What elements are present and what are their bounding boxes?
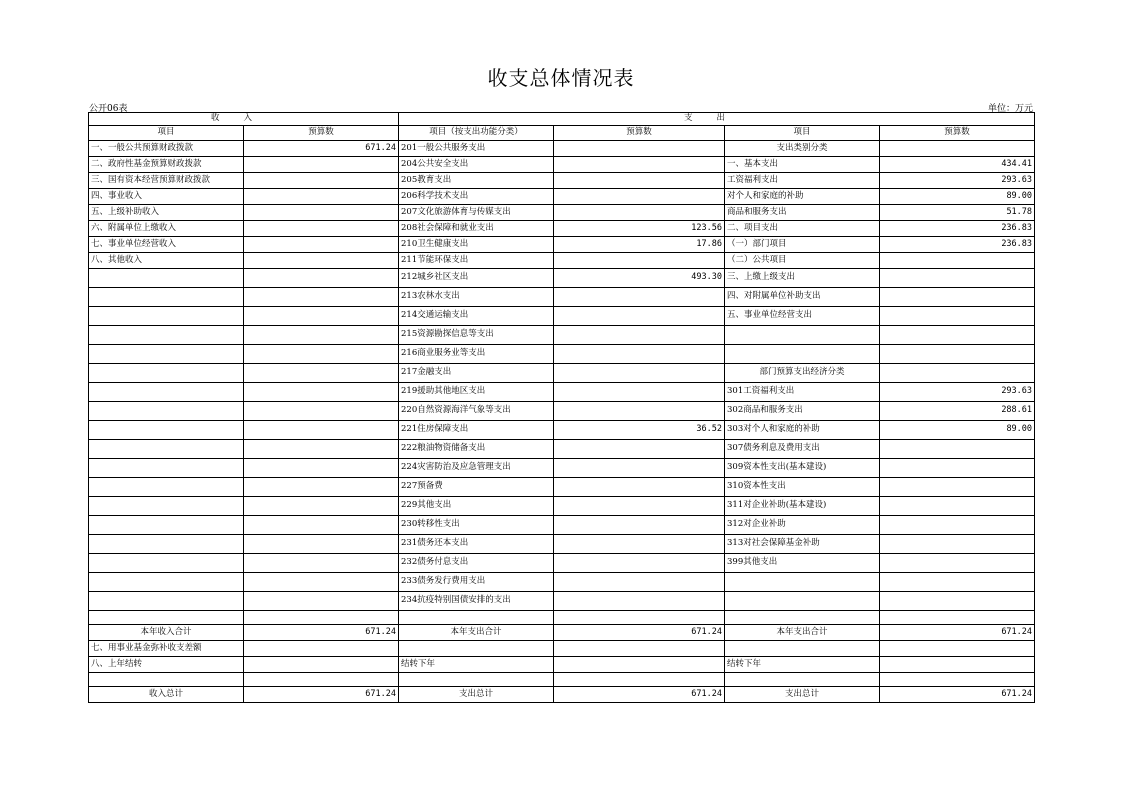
budget-amount-cell (554, 141, 725, 157)
budget-amount-cell (244, 364, 399, 383)
budget-amount-cell (244, 402, 399, 421)
item-name-cell (725, 345, 880, 364)
item-name-cell: 支出类别分类 (725, 141, 880, 157)
budget-amount-cell (244, 573, 399, 592)
table-row (89, 516, 1035, 535)
item-name-cell: 五、上级补助收入 (89, 205, 244, 221)
budget-amount-cell: 434.41 (880, 157, 1035, 173)
budget-amount-cell (554, 497, 725, 516)
item-name-cell: 支出总计 (725, 687, 880, 703)
column-header: 预算数 (554, 126, 725, 141)
page-title: 收支总体情况表 (487, 66, 635, 90)
budget-amount-cell (244, 288, 399, 307)
table-row (89, 625, 1035, 641)
item-name-cell: 结转下年 (399, 657, 554, 673)
budget-amount-cell (554, 440, 725, 459)
budget-amount-cell (244, 326, 399, 345)
budget-amount-cell (244, 535, 399, 554)
budget-amount-cell (554, 173, 725, 189)
budget-amount-cell (880, 478, 1035, 497)
budget-amount-cell (880, 673, 1035, 687)
budget-amount-cell (554, 478, 725, 497)
budget-amount-cell (880, 269, 1035, 288)
table-row (89, 326, 1035, 345)
item-name-cell: 303对个人和家庭的补助 (725, 421, 880, 440)
table-row (89, 554, 1035, 573)
table-row (89, 269, 1035, 288)
item-name-cell: 本年支出合计 (399, 625, 554, 641)
budget-amount-cell: 293.63 (880, 383, 1035, 402)
item-name-cell: 八、上年结转 (89, 657, 244, 673)
budget-amount-cell (880, 516, 1035, 535)
item-name-cell (725, 573, 880, 592)
income-section-header: 收入 (89, 113, 399, 126)
table-row (89, 221, 1035, 237)
budget-amount-cell (880, 288, 1035, 307)
budget-amount-cell (554, 364, 725, 383)
item-name-cell (89, 307, 244, 326)
table-row (89, 535, 1035, 554)
item-name-cell: 211节能环保支出 (399, 253, 554, 269)
table-row (89, 497, 1035, 516)
budget-table (88, 112, 1035, 703)
budget-amount-cell (554, 573, 725, 592)
budget-amount-cell (244, 157, 399, 173)
budget-amount-cell (554, 288, 725, 307)
budget-amount-cell: 671.24 (244, 141, 399, 157)
budget-amount-cell (244, 641, 399, 657)
item-name-cell: 310资本性支出 (725, 478, 880, 497)
item-name-cell: 301工资福利支出 (725, 383, 880, 402)
budget-amount-cell (880, 440, 1035, 459)
item-name-cell: 219援助其他地区支出 (399, 383, 554, 402)
table-row (89, 641, 1035, 657)
item-name-cell: 七、用事业基金弥补收支差额 (89, 641, 244, 657)
budget-amount-cell: 671.24 (554, 625, 725, 641)
item-name-cell: 商品和服务支出 (725, 205, 880, 221)
item-name-cell (89, 288, 244, 307)
item-name-cell (89, 497, 244, 516)
item-name-cell: 208社会保障和就业支出 (399, 221, 554, 237)
budget-amount-cell (554, 307, 725, 326)
item-name-cell: 302商品和服务支出 (725, 402, 880, 421)
item-name-cell: 一、一般公共预算财政拨款 (89, 141, 244, 157)
item-name-cell: 231债务还本支出 (399, 535, 554, 554)
budget-amount-cell (554, 516, 725, 535)
table-row (89, 141, 1035, 157)
budget-table-body (89, 113, 1035, 703)
budget-amount-cell (880, 253, 1035, 269)
budget-amount-cell: 671.24 (880, 687, 1035, 703)
item-name-cell (89, 459, 244, 478)
item-name-cell: 五、事业单位经营支出 (725, 307, 880, 326)
budget-amount-cell (880, 497, 1035, 516)
table-row (89, 478, 1035, 497)
item-name-cell: 233债务发行费用支出 (399, 573, 554, 592)
budget-amount-cell (880, 364, 1035, 383)
column-header: 项目（按支出功能分类） (399, 126, 554, 141)
item-name-cell: 四、事业收入 (89, 189, 244, 205)
item-name-cell: 230转移性支出 (399, 516, 554, 535)
table-row (89, 173, 1035, 189)
budget-amount-cell (244, 497, 399, 516)
item-name-cell: 201一般公共服务支出 (399, 141, 554, 157)
budget-amount-cell (554, 611, 725, 625)
item-name-cell (89, 440, 244, 459)
item-name-cell: 213农林水支出 (399, 288, 554, 307)
budget-amount-cell (554, 326, 725, 345)
budget-amount-cell (880, 307, 1035, 326)
item-name-cell (399, 673, 554, 687)
budget-amount-cell (244, 253, 399, 269)
item-name-cell: 结转下年 (725, 657, 880, 673)
budget-amount-cell: 17.86 (554, 237, 725, 253)
item-name-cell: 215资源勘探信息等支出 (399, 326, 554, 345)
item-name-cell: 234抗疫特别国债安排的支出 (399, 592, 554, 611)
section-header-row (89, 113, 1035, 126)
unit-label: 单位：万元 (987, 104, 1033, 114)
budget-amount-cell (244, 237, 399, 253)
item-name-cell: 210卫生健康支出 (399, 237, 554, 253)
item-name-cell: 312对企业补助 (725, 516, 880, 535)
table-row (89, 237, 1035, 253)
item-name-cell: 本年支出合计 (725, 625, 880, 641)
budget-amount-cell: 671.24 (554, 687, 725, 703)
budget-amount-cell (554, 253, 725, 269)
budget-amount-cell (880, 554, 1035, 573)
budget-amount-cell: 51.78 (880, 205, 1035, 221)
budget-amount-cell (244, 554, 399, 573)
table-row (89, 687, 1035, 703)
item-name-cell: 工资福利支出 (725, 173, 880, 189)
budget-amount-cell: 293.63 (880, 173, 1035, 189)
item-name-cell: 221住房保障支出 (399, 421, 554, 440)
budget-amount-cell (244, 221, 399, 237)
item-name-cell (89, 673, 244, 687)
item-name-cell: 一、基本支出 (725, 157, 880, 173)
item-name-cell: 206科学技术支出 (399, 189, 554, 205)
table-row (89, 345, 1035, 364)
budget-amount-cell (244, 657, 399, 673)
table-row (89, 657, 1035, 673)
item-name-cell: 222粮油物资储备支出 (399, 440, 554, 459)
item-name-cell: 对个人和家庭的补助 (725, 189, 880, 205)
item-name-cell (89, 592, 244, 611)
budget-amount-cell (554, 402, 725, 421)
item-name-cell (399, 611, 554, 625)
budget-amount-cell: 671.24 (244, 625, 399, 641)
budget-amount-cell (880, 573, 1035, 592)
budget-amount-cell (880, 592, 1035, 611)
table-row (89, 611, 1035, 625)
budget-amount-cell (880, 657, 1035, 673)
table-row (89, 592, 1035, 611)
budget-amount-cell: 236.83 (880, 221, 1035, 237)
table-row (89, 673, 1035, 687)
item-name-cell (89, 573, 244, 592)
budget-amount-cell (880, 641, 1035, 657)
item-name-cell: 229其他支出 (399, 497, 554, 516)
table-row (89, 288, 1035, 307)
item-name-cell: 212城乡社区支出 (399, 269, 554, 288)
budget-amount-cell (244, 611, 399, 625)
budget-amount-cell: 671.24 (244, 687, 399, 703)
column-header: 项目 (725, 126, 880, 141)
item-name-cell (725, 592, 880, 611)
budget-amount-cell (244, 516, 399, 535)
table-row (89, 421, 1035, 440)
item-name-cell (89, 554, 244, 573)
table-row (89, 440, 1035, 459)
item-name-cell: 216商业服务业等支出 (399, 345, 554, 364)
item-name-cell: 205教育支出 (399, 173, 554, 189)
table-row (89, 573, 1035, 592)
item-name-cell: 收入总计 (89, 687, 244, 703)
item-name-cell: 三、国有资本经营预算财政拨款 (89, 173, 244, 189)
budget-amount-cell (554, 157, 725, 173)
budget-amount-cell (554, 383, 725, 402)
item-name-cell (725, 641, 880, 657)
budget-amount-cell (244, 440, 399, 459)
budget-amount-cell: 671.24 (880, 625, 1035, 641)
item-name-cell (725, 326, 880, 345)
budget-amount-cell (880, 345, 1035, 364)
item-name-cell: （二）公共项目 (725, 253, 880, 269)
budget-amount-cell (244, 173, 399, 189)
budget-amount-cell (244, 478, 399, 497)
budget-amount-cell (554, 657, 725, 673)
budget-amount-cell (244, 673, 399, 687)
item-name-cell: 214交通运输支出 (399, 307, 554, 326)
budget-amount-cell (244, 592, 399, 611)
budget-amount-cell (244, 205, 399, 221)
item-name-cell (89, 611, 244, 625)
budget-amount-cell (554, 592, 725, 611)
budget-amount-cell (244, 383, 399, 402)
item-name-cell (89, 402, 244, 421)
column-header: 预算数 (880, 126, 1035, 141)
budget-amount-cell (244, 345, 399, 364)
item-name-cell: 支出总计 (399, 687, 554, 703)
table-row (89, 383, 1035, 402)
table-row (89, 459, 1035, 478)
form-code: 公开06表 (89, 104, 128, 114)
budget-amount-cell (244, 421, 399, 440)
budget-amount-cell (554, 641, 725, 657)
item-name-cell: 232债务付息支出 (399, 554, 554, 573)
item-name-cell: 399其他支出 (725, 554, 880, 573)
item-name-cell: 三、上缴上级支出 (725, 269, 880, 288)
budget-amount-cell (554, 205, 725, 221)
item-name-cell (89, 535, 244, 554)
budget-amount-cell (554, 535, 725, 554)
item-name-cell (89, 383, 244, 402)
item-name-cell (399, 641, 554, 657)
item-name-cell (725, 611, 880, 625)
table-row (89, 205, 1035, 221)
budget-amount-cell (554, 189, 725, 205)
table-row (89, 307, 1035, 326)
item-name-cell: （一）部门项目 (725, 237, 880, 253)
item-name-cell: 217金融支出 (399, 364, 554, 383)
item-name-cell: 六、附属单位上缴收入 (89, 221, 244, 237)
budget-amount-cell: 36.52 (554, 421, 725, 440)
item-name-cell: 二、政府性基金预算财政拨款 (89, 157, 244, 173)
budget-amount-cell (554, 345, 725, 364)
budget-amount-cell (880, 459, 1035, 478)
budget-amount-cell (880, 611, 1035, 625)
budget-amount-cell (554, 673, 725, 687)
budget-amount-cell (554, 459, 725, 478)
item-name-cell: 七、事业单位经营收入 (89, 237, 244, 253)
item-name-cell: 部门预算支出经济分类 (725, 364, 880, 383)
column-header: 预算数 (244, 126, 399, 141)
item-name-cell: 307债务利息及费用支出 (725, 440, 880, 459)
item-name-cell: 224灾害防治及应急管理支出 (399, 459, 554, 478)
item-name-cell (725, 673, 880, 687)
item-name-cell (89, 516, 244, 535)
item-name-cell (89, 345, 244, 364)
budget-amount-cell: 123.56 (554, 221, 725, 237)
column-header: 项目 (89, 126, 244, 141)
table-row (89, 402, 1035, 421)
budget-amount-cell (880, 326, 1035, 345)
item-name-cell: 四、对附属单位补助支出 (725, 288, 880, 307)
budget-amount-cell (244, 269, 399, 288)
item-name-cell (89, 364, 244, 383)
item-name-cell: 本年收入合计 (89, 625, 244, 641)
budget-amount-cell (244, 307, 399, 326)
budget-amount-cell (880, 141, 1035, 157)
table-row (89, 189, 1035, 205)
item-name-cell (89, 326, 244, 345)
item-name-cell: 311对企业补助(基本建设) (725, 497, 880, 516)
budget-amount-cell (880, 535, 1035, 554)
budget-amount-cell: 89.00 (880, 421, 1035, 440)
item-name-cell (89, 269, 244, 288)
budget-amount-cell: 236.83 (880, 237, 1035, 253)
item-name-cell: 220自然资源海洋气象等支出 (399, 402, 554, 421)
item-name-cell: 313对社会保障基金补助 (725, 535, 880, 554)
budget-amount-cell: 493.30 (554, 269, 725, 288)
budget-amount-cell: 89.00 (880, 189, 1035, 205)
item-name-cell: 八、其他收入 (89, 253, 244, 269)
budget-amount-cell (554, 554, 725, 573)
item-name-cell: 207文化旅游体育与传媒支出 (399, 205, 554, 221)
budget-amount-cell (244, 189, 399, 205)
item-name-cell (89, 421, 244, 440)
budget-amount-cell: 288.61 (880, 402, 1035, 421)
column-header-row (89, 126, 1035, 141)
item-name-cell: 二、项目支出 (725, 221, 880, 237)
expense-section-header: 支出 (399, 113, 1035, 126)
budget-amount-cell (244, 459, 399, 478)
table-row (89, 253, 1035, 269)
item-name-cell: 204公共安全支出 (399, 157, 554, 173)
item-name-cell (89, 478, 244, 497)
item-name-cell: 227预备费 (399, 478, 554, 497)
table-row (89, 157, 1035, 173)
table-row (89, 364, 1035, 383)
item-name-cell: 309资本性支出(基本建设) (725, 459, 880, 478)
